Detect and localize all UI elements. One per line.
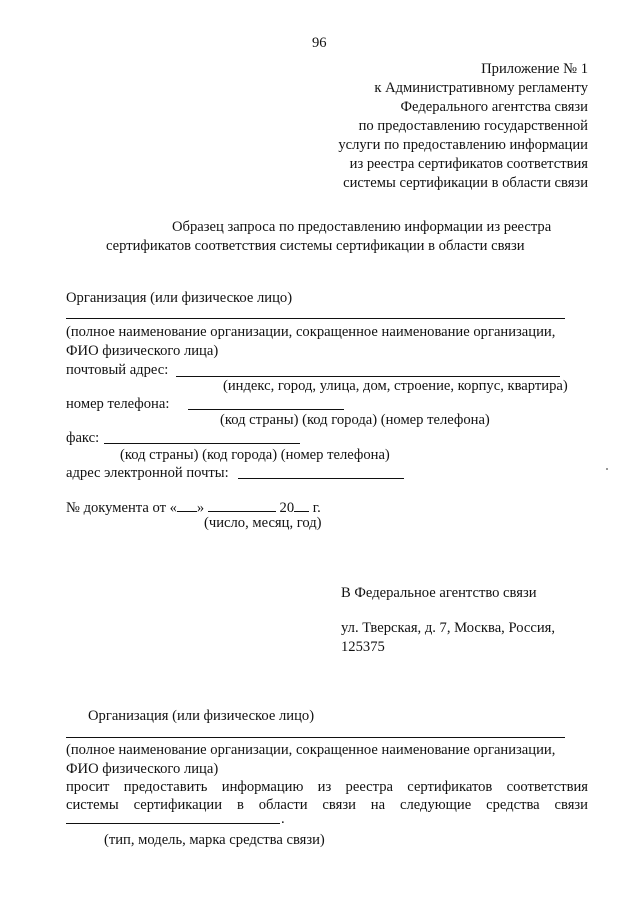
form-title-line: Образец запроса по предоставлению информации из реестра (172, 219, 552, 235)
sender-org-hint: (полное наименование организации, сокращенное наименование организации, (66, 324, 556, 340)
means-hint: (тип, модель, марка средства связи) (104, 832, 325, 848)
fax-line (104, 443, 300, 444)
appendix-line: по предоставлению государственной (358, 118, 588, 134)
fax-label: факс: (66, 430, 100, 446)
means-line (66, 823, 280, 824)
sender-org-line (66, 318, 565, 319)
request-org-line (66, 737, 565, 738)
request-body-line: системы сертификации в области связи на следующие средства связи (66, 797, 588, 813)
document-quote-close: » (196, 500, 205, 516)
month-blank (208, 500, 276, 512)
sender-org-hint: ФИО физического лица) (66, 343, 219, 359)
document-number-row (66, 500, 321, 516)
request-org-hint: (полное наименование организации, сокращенное наименование организации, (66, 742, 556, 758)
document-date-hint: (число, месяц, год) (204, 515, 322, 531)
means-line-dot: . (281, 811, 285, 827)
page-number: 96 (312, 35, 327, 51)
year-suffix: г. (312, 500, 321, 516)
postal-address-label: почтовый адрес: (66, 362, 169, 378)
phone-hint: (код страны) (код города) (номер телефона) (220, 412, 490, 428)
request-org-label: Организация (или физическое лицо) (88, 708, 315, 724)
appendix-line: системы сертификации в области связи (343, 175, 588, 191)
form-title-line: сертификатов соответствия системы сертификации в области связи (106, 238, 525, 254)
appendix-line: услуги по предоставлению информации (338, 137, 588, 153)
request-org-hint: ФИО физического лица) (66, 761, 219, 777)
year-prefix: 20 (279, 500, 295, 516)
phone-line (188, 409, 344, 410)
request-body-line: просит предоставить информацию из реестра сертификатов соответствия (66, 779, 588, 795)
sender-org-label: Организация (или физическое лицо) (66, 290, 293, 306)
appendix-line: Федерального агентства связи (400, 99, 588, 115)
day-blank (177, 500, 197, 512)
recipient-address-line: ул. Тверская, д. 7, Москва, Россия, (341, 620, 556, 636)
phone-label: номер телефона: (66, 396, 170, 412)
email-line (238, 478, 404, 479)
appendix-line: к Административному регламенту (374, 80, 588, 96)
postal-address-line (176, 376, 560, 377)
document-number-prefix: № документа от « (66, 500, 177, 516)
postal-address-hint: (индекс, город, улица, дом, строение, корпус, квартира) (223, 378, 568, 394)
year-blank (294, 500, 309, 512)
appendix-line: Приложение № 1 (481, 61, 588, 77)
fax-hint: (код страны) (код города) (номер телефона) (120, 447, 390, 463)
recipient-line: В Федеральное агентство связи (341, 585, 537, 601)
scan-speck (606, 468, 608, 470)
appendix-line: из реестра сертификатов соответствия (349, 156, 588, 172)
recipient-postcode: 125375 (341, 639, 385, 655)
email-label: адрес электронной почты: (66, 465, 229, 481)
